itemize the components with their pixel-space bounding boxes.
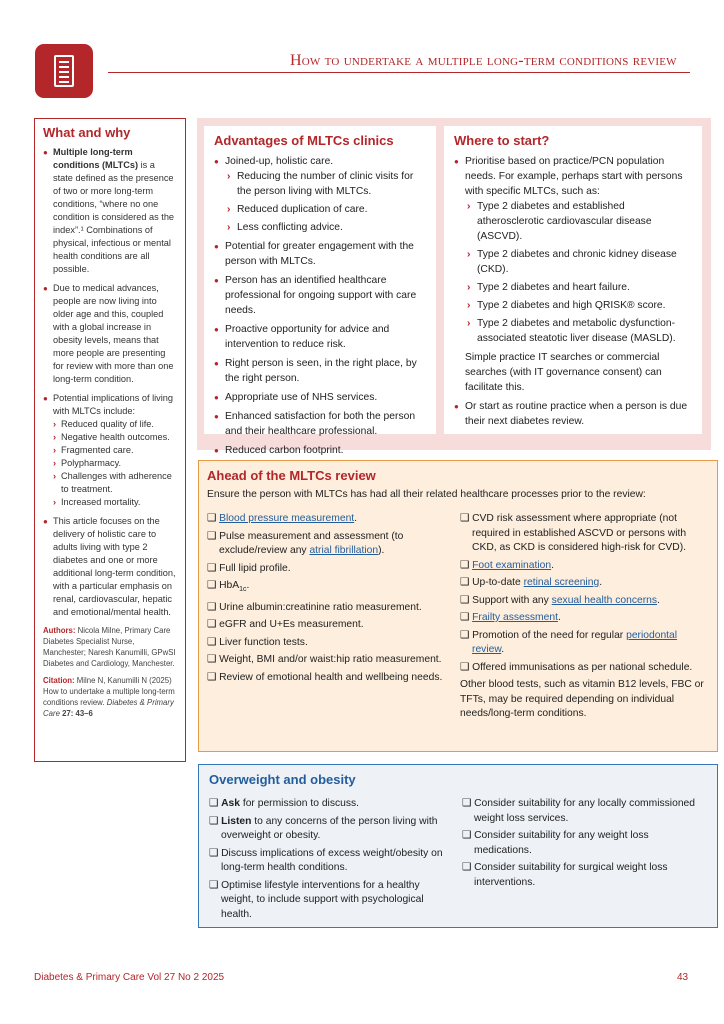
header-rule — [108, 72, 690, 73]
list-item: ● Enhanced satisfaction for both the person and their healthcare professional. — [214, 409, 426, 439]
checklist-text: Pulse measurement and assessment (to exclude/review any — [219, 530, 404, 556]
sub-item: › Type 2 diabetes and metabolic dysfunction-associated steatotic liver disease (MASLD). — [465, 316, 692, 346]
checklist-item: ❑ Consider suitability for any weight loss medications. — [462, 829, 707, 858]
where-to-start-list-2 — [454, 399, 692, 429]
checklist-item: ❑ Frailty assessment. — [460, 611, 709, 626]
checklist-text: HbA — [219, 580, 240, 591]
checklist-item: ❑ Liver function tests. — [207, 636, 452, 651]
list-item: ● Or start as routine practice when a person is due their next diabetes review. — [454, 399, 692, 429]
citation-volume: 27: 43–6 — [62, 709, 93, 718]
list-item: ● Reduced carbon footprint. — [214, 443, 426, 458]
checklist-item — [207, 530, 452, 559]
hba1c-subscript: 1c — [239, 586, 247, 594]
where-to-start-paragraph: Simple practice IT searches or commercial searches (with IT governance consent) can facilitate this. — [465, 352, 662, 393]
sub-item: › Type 2 diabetes and established atherosclerotic cardiovascular disease (ASCVD). — [465, 199, 692, 244]
sub-item: › Reduced quality of life. — [53, 418, 177, 431]
checklist-item: ❑ Consider suitability for surgical weight loss interventions. — [462, 861, 707, 890]
retinal-link[interactable]: retinal screening — [523, 577, 600, 588]
overweight-left — [209, 797, 454, 925]
checklist-item: ❑ Promotion of the need for regular periodontal review. — [460, 629, 709, 658]
overweight-box — [198, 764, 718, 928]
what-and-why-title: What and why — [43, 125, 131, 140]
checklist-item: ❑ Full lipid profile. — [207, 562, 452, 577]
citation-label: Citation: — [43, 676, 75, 685]
checklist-item: ❑ eGFR and U+Es measurement. — [207, 618, 452, 633]
citation — [43, 675, 177, 719]
citation-journal: Diabetes & Primary Care — [43, 698, 174, 718]
frailty-link[interactable]: Frailty assessment — [472, 612, 558, 623]
advantages-list — [214, 154, 426, 458]
checklist-item: ❑ CVD risk assessment where appropriate (not required in established ASCVD or persons with CKD, as CKD is considered high-risk for CVD). — [460, 512, 709, 556]
authors — [43, 625, 177, 669]
where-to-start-title: Where to start? — [454, 133, 550, 148]
checklist-item — [209, 797, 454, 812]
sub-item: › Type 2 diabetes and chronic kidney disease (CKD). — [465, 247, 692, 277]
checklist-item: ❑ Blood pressure measurement. — [207, 512, 452, 527]
clipboard-icon — [35, 44, 93, 98]
overweight-title: Overweight and obesity — [209, 772, 356, 787]
list-item — [454, 154, 692, 346]
sub-item: › Type 2 diabetes and heart failure. — [465, 280, 692, 295]
sub-item: › Reducing the number of clinic visits for the person living with MLTCs. — [225, 169, 426, 199]
sub-item: › Challenges with adherence to treatment. — [53, 470, 177, 496]
checklist-item — [209, 815, 454, 844]
list-item: ● Person has an identified healthcare professional for ongoing support with care needs. — [214, 273, 426, 318]
checklist-item: ❑ Offered immunisations as per national schedule. — [460, 661, 709, 676]
advantages-title: Advantages of MLTCs clinics — [214, 133, 394, 148]
list-item — [43, 392, 177, 509]
sub-item: › Reduced duplication of care. — [225, 202, 426, 217]
checklist-item: ❑ Weight, BMI and/or waist:hip ratio measurement. — [207, 653, 452, 668]
checklist-item: ❑ Optimise lifestyle interventions for a healthy weight, to include support with psychological health. — [209, 879, 454, 923]
ahead-intro: Ensure the person with MLTCs has had all their related healthcare processes prior to the review: — [207, 489, 646, 500]
list-item — [214, 154, 426, 235]
term-bold: Multiple long-term conditions (MLTCs) — [53, 147, 139, 170]
term-bold: Ask — [221, 798, 240, 809]
authors-label: Authors: — [43, 626, 76, 635]
checklist-item: ❑ Discuss implications of excess weight/obesity on long-term health conditions. — [209, 847, 454, 876]
what-and-why-box — [34, 118, 186, 762]
sub-item: › Negative health outcomes. — [53, 431, 177, 444]
other-tests-text: Other blood tests, such as vitamin B12 levels, FBC or TFTs, may be required depending on individual needs/long-term conditions. — [460, 679, 704, 719]
advantages-where-box — [197, 118, 711, 456]
list-item-text: Joined-up, holistic care. — [225, 156, 334, 167]
checklist-text: for permission to discuss. — [239, 798, 360, 809]
where-to-start-list — [454, 154, 692, 346]
checklist-text: Promotion of the need for regular — [472, 629, 627, 641]
checklist-item: ❑ Up-to-date retinal screening. — [460, 576, 709, 591]
what-and-why-list — [43, 146, 177, 619]
list-item: ● Right person is seen, in the right place, by the right person. — [214, 356, 426, 386]
footer-journal: Diabetes & Primary Care Vol 27 No 2 2025 — [34, 972, 225, 983]
checklist-item: ❑ Review of emotional health and wellbeing needs. — [207, 671, 452, 686]
sub-item: › Polypharmacy. — [53, 457, 177, 470]
checklist-right — [460, 512, 709, 722]
list-item-text: This article focuses on the delivery of holistic care to adults living with type 2 diabetes and one or more additional long-term condition, with a particular emphasis on renal, cardiovascular, hepatic and emotional/mental health. — [53, 516, 176, 617]
advantages-panel — [204, 126, 436, 456]
list-item: ● Potential for greater engagement with the person with MLTCs. — [214, 239, 426, 269]
checklist-text: Support with any — [472, 594, 552, 606]
overweight-right — [462, 797, 707, 925]
ahead-title: Ahead of the MLTCs review — [207, 468, 376, 483]
list-item — [43, 282, 177, 386]
list-item: ● Proactive opportunity for advice and intervention to reduce risk. — [214, 322, 426, 352]
checklist-item: ❑ Foot examination. — [460, 559, 709, 574]
sexual-health-link[interactable]: sexual health concerns — [551, 594, 657, 606]
checklist-left — [207, 512, 452, 722]
list-item-text: is a state defined as the presence of two or more long-term conditions, “where no one condition is considered as the index”.¹ Combinations of physical, infectious or mental health conditions are all possible. — [53, 160, 175, 274]
sub-list — [225, 169, 426, 235]
list-item: ● Appropriate use of NHS services. — [214, 390, 426, 405]
checklist-item: ❑ Support with any sexual health concerns. — [460, 594, 709, 609]
list-item — [43, 515, 177, 619]
checklist-text: ). — [378, 545, 385, 556]
authors-text: Nicola Milne, Primary Care Diabetes Specialist Nurse, Manchester; Naresh Kanumilli, GPwSI Diabetes and Cardiology, Manchester. — [43, 626, 176, 668]
list-item-text: Potential implications of living with MLTCs include: — [53, 393, 174, 416]
footer-page-number: 43 — [677, 972, 689, 983]
sub-item: › Increased mortality. — [53, 496, 177, 509]
citation-text: Milne N, Kanumilli N (2025) How to undertake a multiple long-term conditions review. — [43, 676, 175, 707]
ahead-of-review-box — [198, 460, 718, 752]
sub-item: › Less conflicting advice. — [225, 220, 426, 235]
periodontal-link[interactable]: periodontal review — [472, 629, 678, 655]
bp-link[interactable]: Blood pressure measurement — [219, 513, 355, 524]
sub-list — [53, 418, 177, 509]
list-item-text: Due to medical advances, people are now living into older age and this, coupled with a global increase in obesity levels, means that more people are presenting for review with more than one long-term condition. — [53, 283, 174, 384]
af-link[interactable]: atrial fibrillation — [309, 545, 379, 556]
list-item — [43, 146, 177, 276]
foot-link[interactable]: Foot examination — [472, 559, 552, 571]
sub-item: › Fragmented care. — [53, 444, 177, 457]
page-title: How to undertake a multiple long-term conditions review — [290, 52, 677, 69]
checklist-item: ❑ Consider suitability for any locally commissioned weight loss services. — [462, 797, 707, 826]
checklist-text: Up-to-date — [472, 577, 524, 588]
where-to-start-panel — [444, 126, 702, 434]
checklist-item: ❑ Urine albumin:creatinine ratio measurement. — [207, 601, 452, 616]
sub-list — [465, 199, 692, 346]
checklist-item: ❑ HbA$_{1c}$. — [207, 579, 452, 598]
term-bold: Listen — [221, 815, 252, 827]
sub-item: › Type 2 diabetes and high QRISK® score. — [465, 298, 692, 313]
checklist-text: to any concerns of the person living with overweight or obesity. — [221, 815, 438, 841]
list-item-text: Prioritise based on practice/PCN population needs. For example, perhaps start with persons with specific MLTCs, such as: — [465, 156, 683, 197]
